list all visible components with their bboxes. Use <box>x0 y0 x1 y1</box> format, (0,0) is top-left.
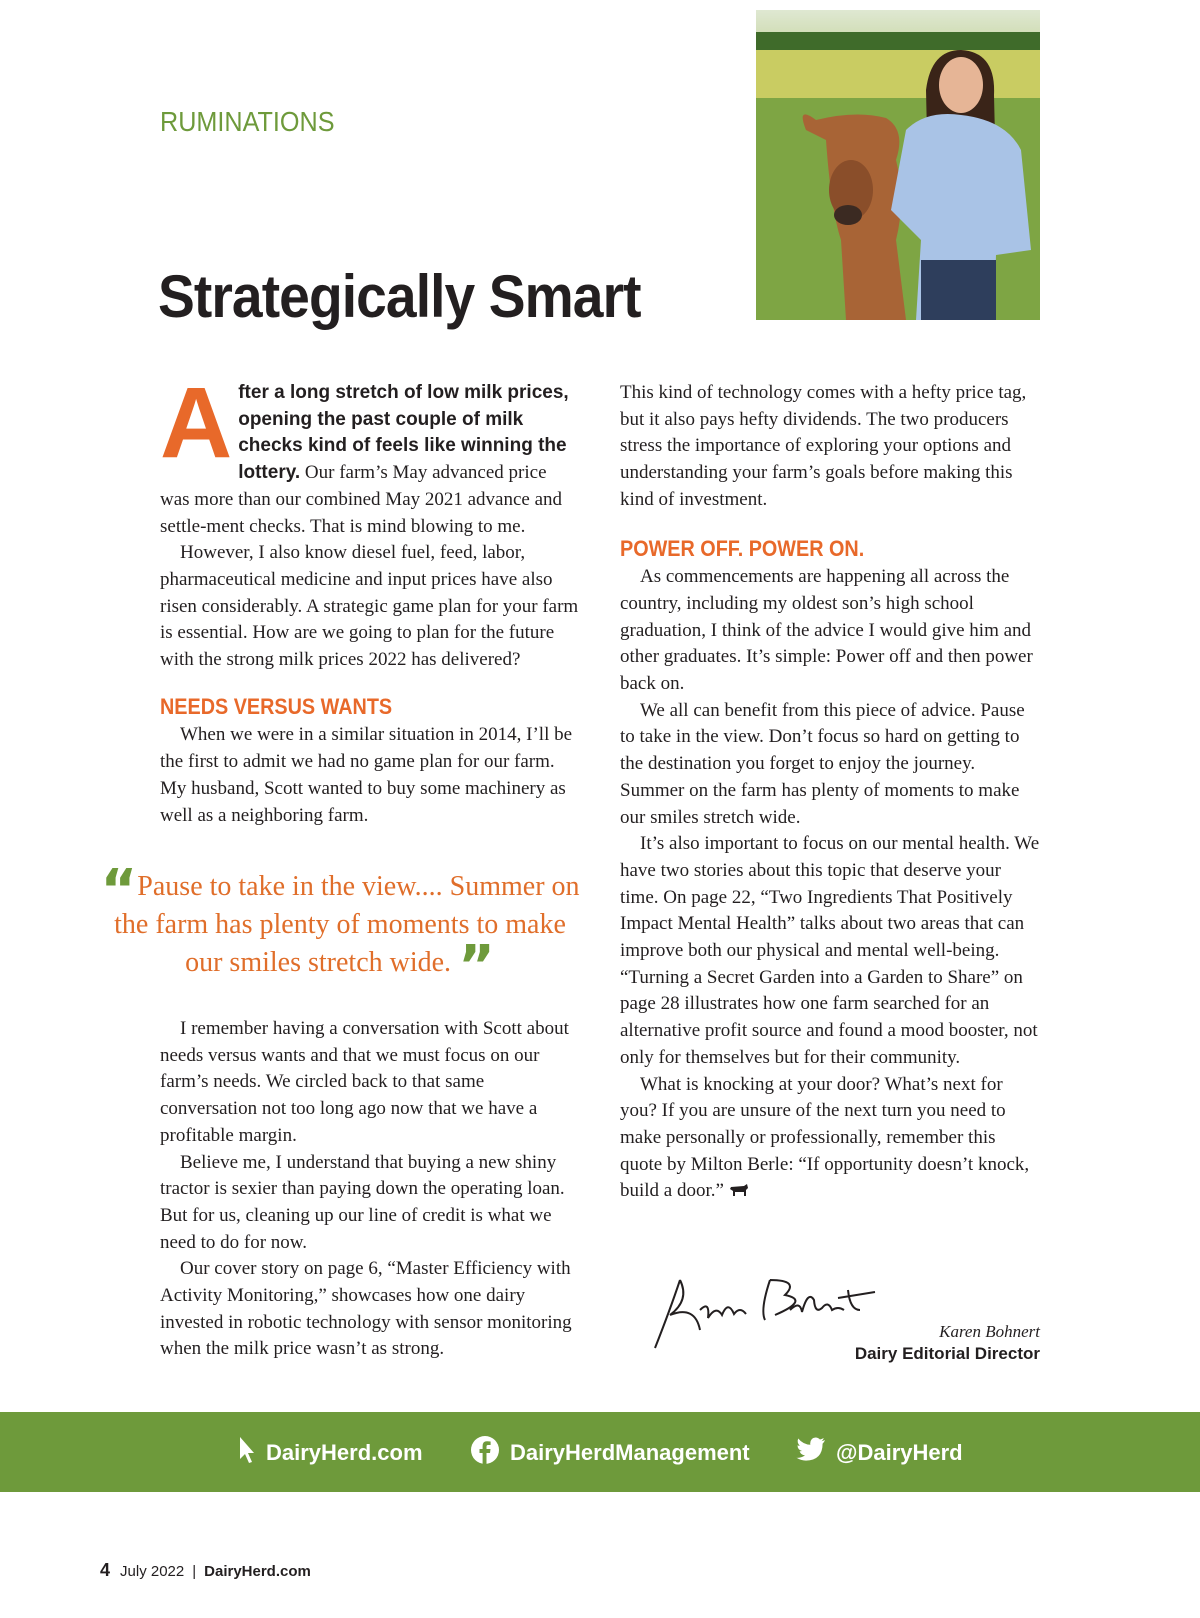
close-quote-icon: ” <box>458 934 495 999</box>
subhead-needs-versus-wants: NEEDS VERSUS WANTS <box>160 693 393 719</box>
twitter-icon <box>796 1437 836 1469</box>
article-headline: Strategically Smart <box>158 263 641 330</box>
body-paragraph: Believe me, I understand that buying a new shiny tractor is sexier than paying down the operating loan. But for us, cleaning up our line of credit is what we need to do for now. <box>160 1151 565 1253</box>
body-paragraph: It’s also important to focus on our mental health. We have two stories about this topic that deserve your time. On page 22, “Two Ingredients That Positively Impact Mental Health” talks about two areas that can improve both our physical and mental well-being. “Turning a Secret Garden into a Garden to Share” on page 28 illustrates how one farm searched for an alternative profit source and found a mood booster, not only for themselves but for their community. <box>620 833 1040 1068</box>
pull-quote-text: Pause to take in the view.... Summer on the farm has plenty of moments to make our smiles stretch wide. <box>114 871 580 978</box>
page-footer <box>100 1560 311 1581</box>
body-paragraph: As commencements are happening all across the country, including my oldest son’s high school graduation, I think of the advice I would give him and other graduates. It’s simple: Power off and then power back on. <box>620 566 1033 695</box>
body-paragraph: When we were in a similar situation in 2014, I’ll be the first to admit we had no game plan for our farm. My husband, Scott wanted to buy some machinery as well as a neighboring farm. <box>160 724 573 826</box>
author-name: Karen Bohnert <box>939 1322 1040 1341</box>
subhead-power-off-power-on: POWER OFF. POWER ON. <box>620 535 865 561</box>
cursor-icon <box>238 1435 266 1471</box>
body-paragraph: Our cover story on page 6, “Master Efficiency with Activity Monitoring,” showcases how one dairy invested in robotic technology with sensor monitoring when the milk price wasn’t as strong. <box>160 1258 572 1360</box>
intro-paragraph <box>160 367 580 540</box>
footer-website: DairyHerd.com <box>204 1563 311 1580</box>
twitter-link[interactable] <box>796 1436 963 1470</box>
facebook-link[interactable] <box>470 1436 750 1470</box>
page-number: 4 <box>100 1560 111 1580</box>
author-photo <box>756 10 1040 320</box>
website-link[interactable] <box>238 1436 423 1470</box>
closing-text: What is knocking at your door? What’s next for you? If you are unsure of the next turn you need to make personally or professionally, remember this quote by Milton Berle: “If opportunity doesn’t knock, build a door.” <box>620 1073 1030 1202</box>
body-paragraph: However, I also know diesel fuel, feed, labor, pharmaceutical medicine and input prices have also risen considerably. A strategic game plan for your farm is essential. How are we going to plan for the future with the strong milk prices 2022 has delivered? <box>160 542 579 671</box>
facebook-label: DairyHerdManagement <box>510 1440 750 1465</box>
pull-quote <box>100 858 580 999</box>
issue-date: July 2022 <box>120 1563 185 1580</box>
intro-rest: Our farm’s May advanced price was more than our combined May 2021 advance and settle-ment checks. That is mind blowing to me. <box>160 462 563 537</box>
section-label: RUMINATIONS <box>160 106 335 137</box>
article-column-left-continued <box>160 1016 580 1363</box>
facebook-icon <box>470 1435 510 1471</box>
article-column-left <box>160 367 580 829</box>
social-banner <box>0 1412 1200 1492</box>
body-paragraph: We all can benefit from this piece of advice. Pause to take in the view. Don’t focus so hard on getting to the destination you forget to enjoy the journey. Summer on the farm has plenty of moments to make our smiles stretch wide. <box>620 699 1025 828</box>
body-paragraph: I remember having a conversation with Scott about needs versus wants and that we must focus on our farm’s needs. We circled back to that same conversation not too long ago now that we have a profitable margin. <box>160 1018 569 1146</box>
website-label: DairyHerd.com <box>266 1440 423 1465</box>
handwritten-signature <box>650 1270 890 1350</box>
author-title: Dairy Editorial Director <box>854 1344 1040 1363</box>
article-column-right <box>620 380 1040 1205</box>
body-paragraph: This kind of technology comes with a hefty price tag, but it also pays hefty dividends. The two producers stress the importance of exploring your options and understanding your farm’s goals before making this kind of investment. <box>620 382 1027 510</box>
footer-separator: | <box>192 1563 197 1580</box>
intro-lead: fter a long stretch of low milk prices, opening the past couple of milk checks kind of feels like winning the lottery. <box>238 382 569 484</box>
body-paragraph <box>620 1072 1040 1206</box>
twitter-label: @DairyHerd <box>836 1440 963 1465</box>
open-quote-icon: “ <box>100 858 138 923</box>
drop-cap: A <box>160 367 233 479</box>
cow-end-icon <box>729 1180 749 1201</box>
